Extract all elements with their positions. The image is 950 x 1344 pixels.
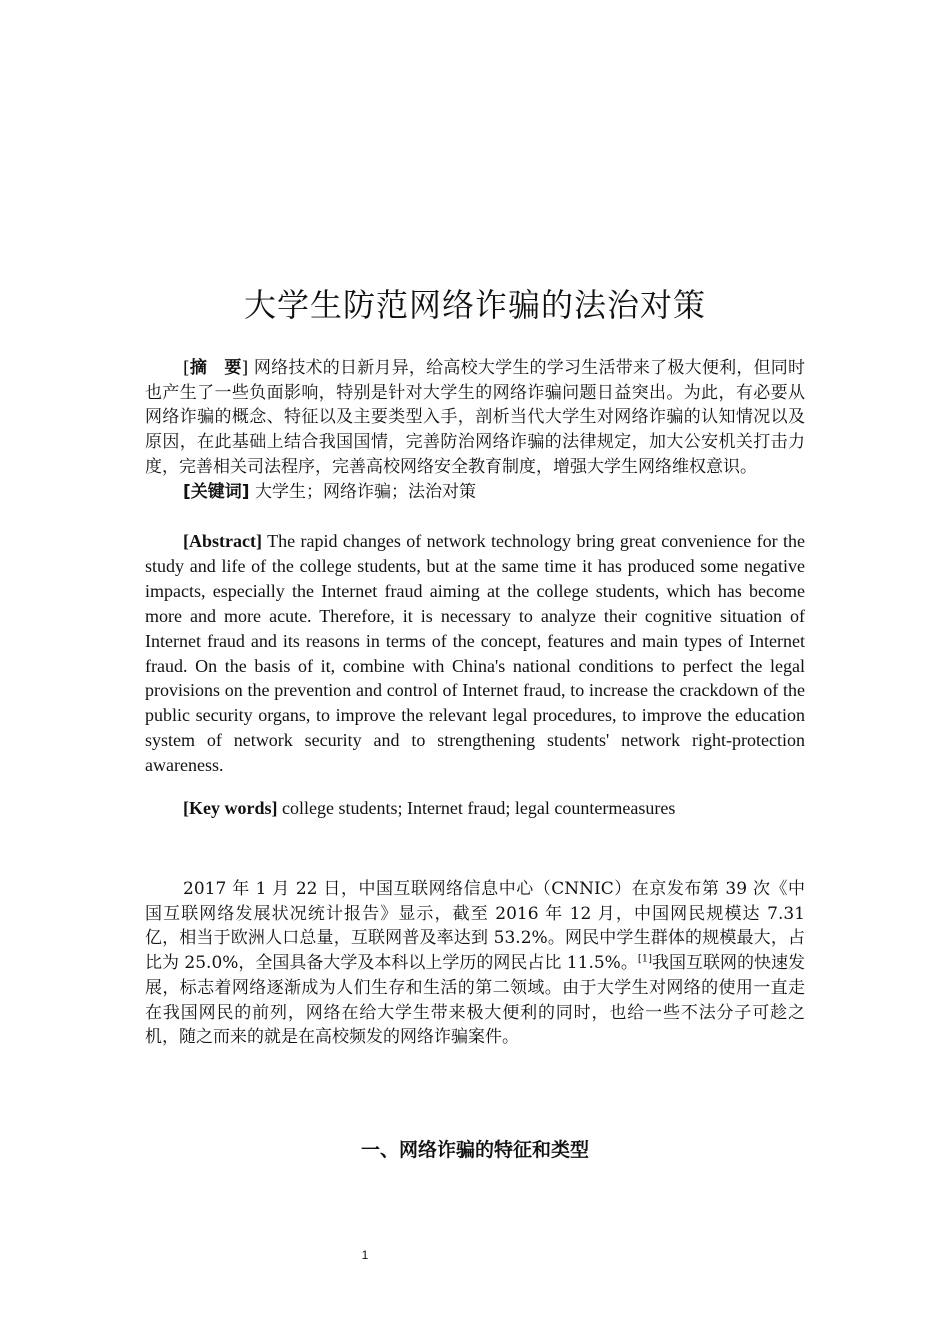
keywords-cn-text: 大学生；网络诈骗；法治对策 [249, 481, 476, 502]
keywords-cn-paragraph [145, 480, 805, 505]
keywords-cn-label: 关键词 [190, 481, 242, 502]
abstract-cn-label-open: [ [183, 358, 190, 378]
keywords-cn-label-open: [ [183, 481, 191, 502]
abstract-en-block [145, 529, 805, 778]
page-number: 1 [361, 1248, 369, 1262]
abstract-cn-text: 网络技术的日新月异，给高校大学生的学习生活带来了极大便利，但同时也产生了一些负面影响，特别是针对大学生的网络诈骗问题日益突出。为此，有必要从网络诈骗的概念、特征以及主要类型入手，剖析当代大学生对网络诈骗的认知情况以及原因，在此基础上结合我国国情，完善防治网络诈骗的法律规定，加大公安机关打击力度，完善相关司法程序，完善高校网络安全教育制度，增强大学生网络维权意识。 [145, 358, 806, 477]
keywords-cn-label-close: ] [241, 481, 250, 502]
intro-text-part2: 我国互联网的快速发展，标志着网络逐渐成为人们生存和生活的第二领域。由于大学生对网络的使用一直走在我国网民的前列，网络在给大学生带来极大便利的同时，也给一些不法分子可趁之机，随之而来的就是在高校频发的网络诈骗案件。 [145, 953, 805, 1048]
abstract-cn-block [145, 356, 805, 504]
citation-ref[interactable]: [1] [637, 953, 652, 965]
abstract-cn-label: 摘 要 [189, 358, 242, 378]
keywords-en-block [145, 778, 805, 839]
keywords-en-label: [Key words] [183, 798, 278, 818]
intro-text-part1: 2017 年 1 月 22 日，中国互联网络信息中心（CNNIC）在京发布第 39 次《中国互联网络发展状况统计报告》显示，截至 2016 年 12 月，中国网民规模达 7.31 亿，相当于欧洲人口总量，互联网普及率达到 53.2%。网民中学生群体的规模最大，占比为 25.0%，全国具备大学及本科以上学历的网民占比 11.5%。 [145, 879, 805, 974]
abstract-cn-label-close: ] [241, 358, 249, 378]
section-heading: 一、网络诈骗的特征和类型 [360, 1139, 589, 1161]
abstract-cn-paragraph [145, 356, 805, 480]
keywords-en-paragraph [145, 796, 805, 821]
abstract-en-text: The rapid changes of network technology bring great convenience for the study and life of the college students, but at the same time it has produced some negative impacts, especially the Internet fraud aiming at the college students, which has become more and more acute. Therefore, it is necessary to analyze their cognitive situation of Internet fraud and its reasons in terms of the concept, features and main types of Internet fraud. On the basis of it, combine with China's national conditions to perfect the legal provisions on the prevention and control of Internet fraud, to increase the crackdown of the public security organs, to improve the relevant legal procedures, to improve the education system of network security and to strengthening students' network right-protection awareness. [145, 531, 805, 776]
intro-block [145, 877, 805, 1050]
keywords-en-text: college students; Internet fraud; legal countermeasures [277, 798, 676, 818]
abstract-en-label: [Abstract] [183, 531, 262, 551]
intro-paragraph [145, 877, 805, 1050]
abstract-en-paragraph [145, 529, 805, 778]
paper-title: 大学生防范网络诈骗的法治对策 [243, 286, 706, 324]
